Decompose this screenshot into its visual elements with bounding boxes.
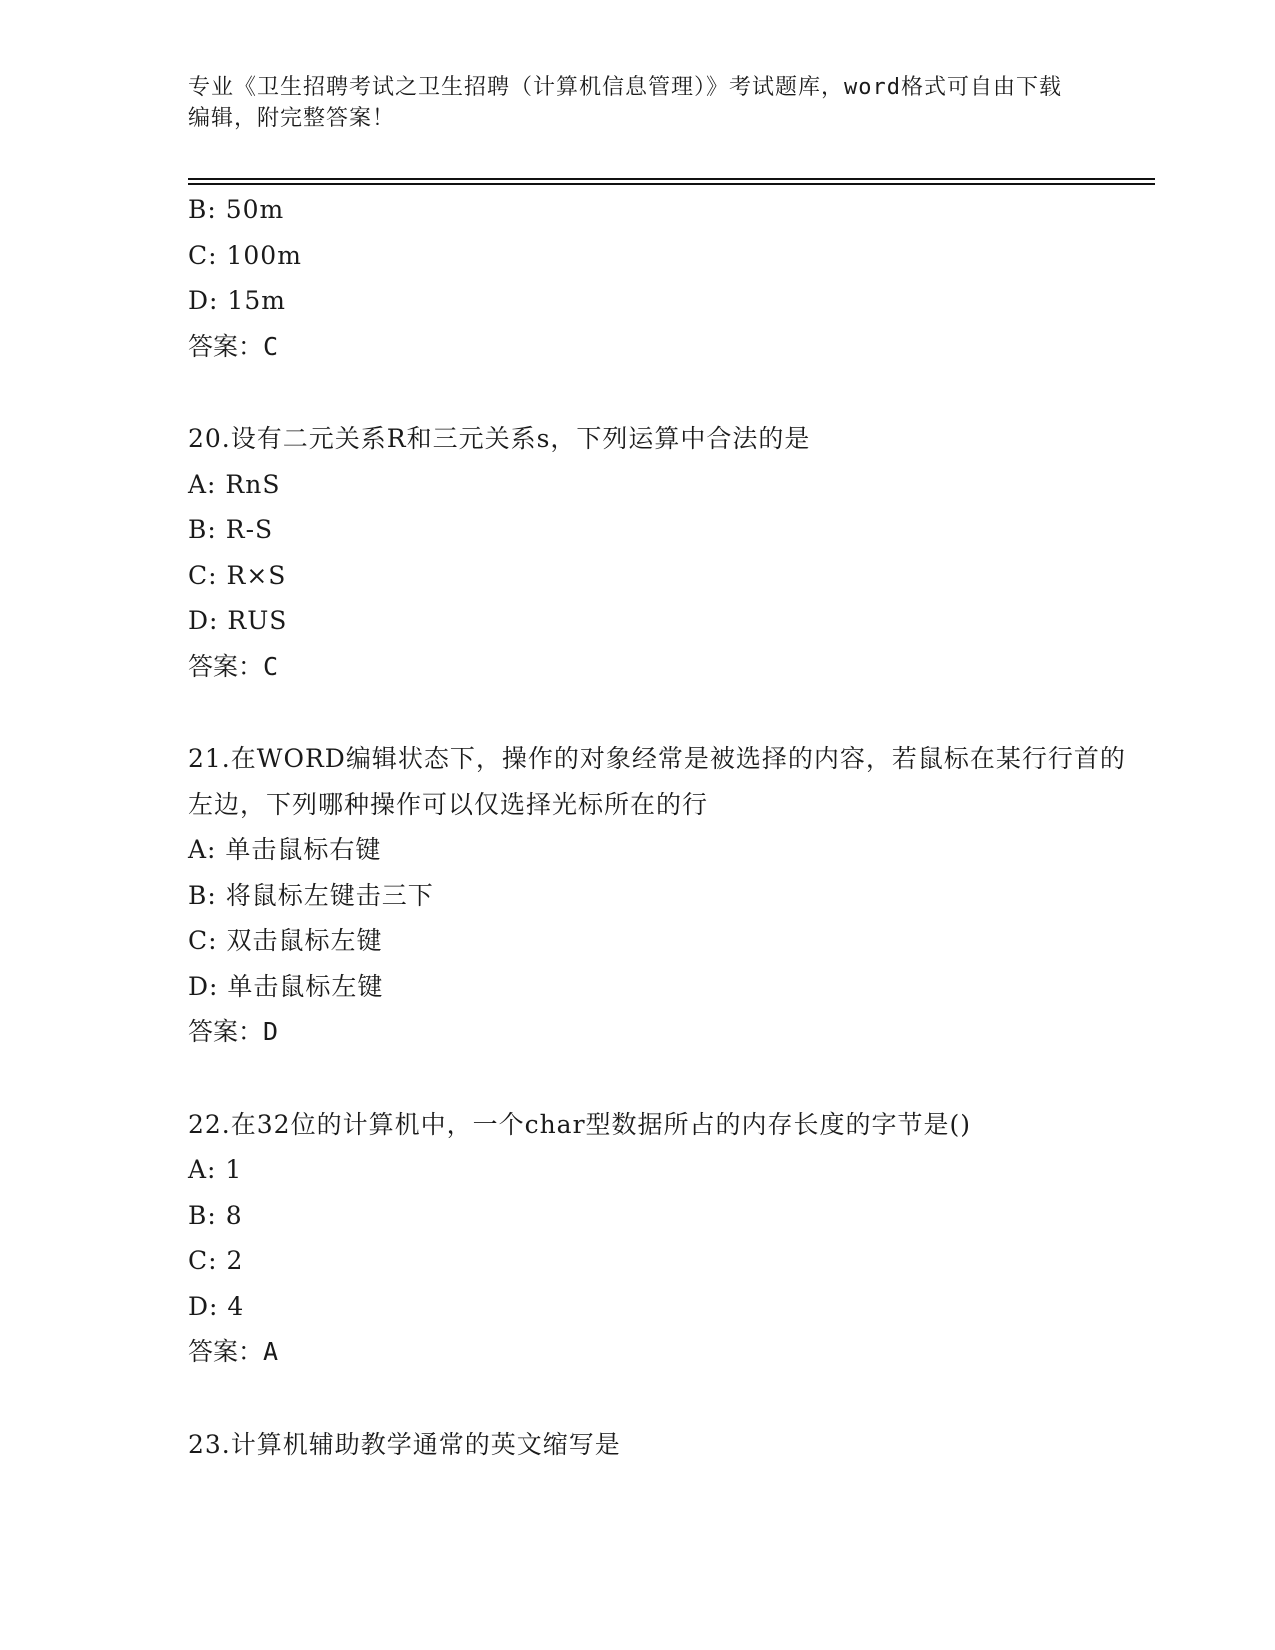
question-23: [188, 1422, 1128, 1468]
option-a: A: RnS: [188, 469, 281, 499]
option-c: C: R×S: [188, 560, 287, 590]
option-b: B: 将鼠标左键击三下: [188, 880, 434, 910]
option-d: D: 4: [188, 1291, 245, 1321]
document-header: 专业《卫生招聘考试之卫生招聘（计算机信息管理）》考试题库，word格式可自由下载编辑，附完整答案！: [188, 75, 1062, 131]
option-d: D: 15m: [188, 286, 286, 315]
answer-line: 答案：C: [188, 651, 279, 681]
answer-line: 答案：D: [188, 1017, 279, 1046]
question-22: [188, 1102, 1128, 1375]
option-c: C: 2: [188, 1246, 244, 1275]
question-21: [188, 736, 1128, 1055]
question-19-remainder: [188, 187, 1128, 369]
option-a: A: 单击鼠标右键: [188, 835, 382, 864]
option-c: C: 双击鼠标左键: [188, 926, 383, 955]
option-b: B: 8: [188, 1200, 243, 1230]
answer-line: 答案：C: [188, 331, 279, 361]
question-list: [188, 187, 1128, 1467]
question-stem: 20.设有二元关系R和三元关系s，下列运算中合法的是: [188, 424, 811, 453]
question-stem: 23.计算机辅助教学通常的英文缩写是: [188, 1429, 621, 1459]
header-divider-bottom: [188, 183, 1155, 185]
option-c: C: 100m: [188, 240, 302, 270]
option-b: B: 50m: [188, 195, 285, 224]
question-20: [188, 416, 1128, 689]
question-stem: 21.在WORD编辑状态下，操作的对象经常是被选择的内容，若鼠标在某行行首的左边，下列哪种操作可以仅选择光标所在的行: [188, 744, 1126, 819]
question-stem: 22.在32位的计算机中，一个char型数据所占的内存长度的字节是(): [188, 1109, 972, 1139]
answer-line: 答案：A: [188, 1337, 279, 1366]
option-b: B: R-S: [188, 515, 274, 544]
option-d: D: 单击鼠标左键: [188, 971, 384, 1001]
option-a: A: 1: [188, 1155, 243, 1184]
option-d: D: RUS: [188, 606, 288, 635]
header-divider-top: [188, 178, 1155, 180]
